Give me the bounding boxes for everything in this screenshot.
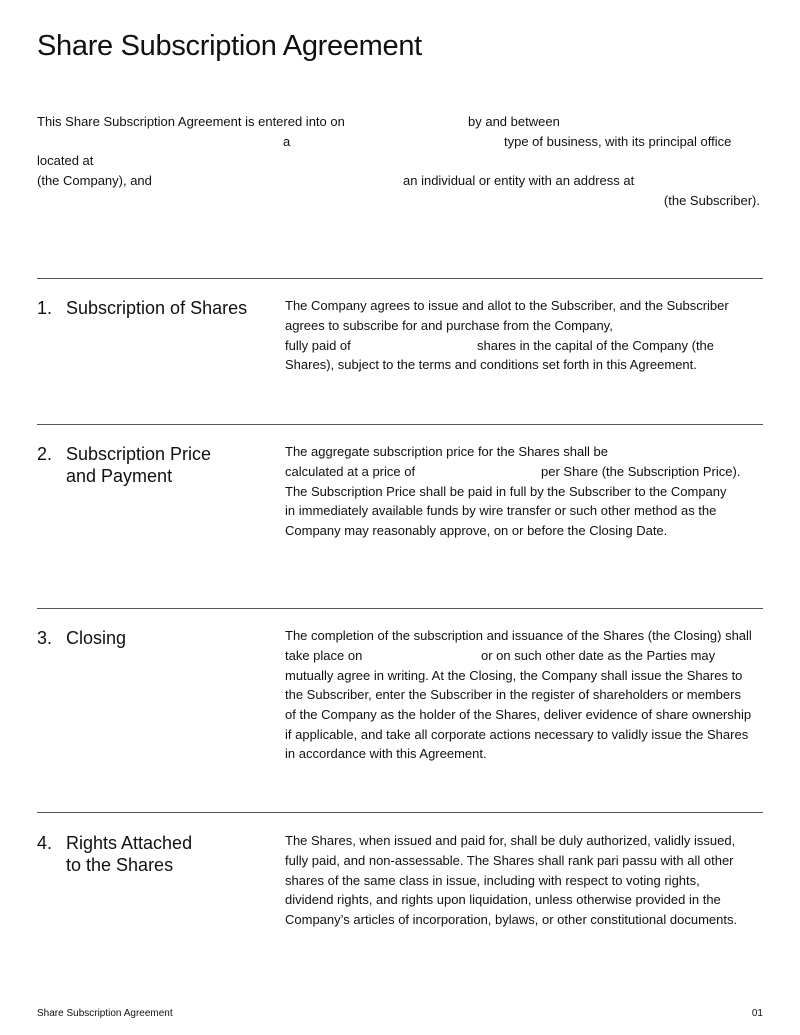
section-text: of the Company as the holder of the Shares, deliver evidence of share ownership <box>285 707 752 722</box>
section-number: 4. <box>37 833 53 853</box>
section-divider <box>37 608 763 609</box>
section-title: Closing <box>66 628 127 648</box>
section-title: Subscription Price <box>66 444 212 464</box>
section-divider <box>37 812 763 813</box>
section-text: Company’s articles of incorporation, bylaws, or other constitutional documents. <box>285 912 738 927</box>
section-number: 2. <box>37 444 53 464</box>
section-text: The completion of the subscription and issuance of the Shares (the Closing) shall <box>285 628 752 643</box>
intro-text: type of business, with its principal office <box>504 134 732 149</box>
section-text: The Subscription Price shall be paid in full by the Subscriber to the Company <box>285 484 727 499</box>
section-text: The Shares, when issued and paid for, shall be duly authorized, validly issued, <box>285 833 736 848</box>
intro-text: (the Subscriber). <box>663 193 760 208</box>
section-text: or on such other date as the Parties may <box>481 648 716 663</box>
intro-text: located at <box>37 153 94 168</box>
section-text: Company may reasonably approve, on or before the Closing Date. <box>285 523 668 538</box>
section-text: in immediately available funds by wire transfer or such other method as the <box>285 503 717 518</box>
section-text: The Company agrees to issue and allot to the Subscriber, and the Subscriber <box>285 298 729 313</box>
section-number: 3. <box>37 628 53 648</box>
section-text: dividend rights, and rights upon liquidation, unless otherwise provided in the <box>285 892 721 907</box>
section-divider <box>37 424 763 425</box>
intro-text: (the Company), and <box>37 173 152 188</box>
section-text: take place on <box>285 648 363 663</box>
section-divider <box>37 278 763 279</box>
section-text: agrees to subscribe for and purchase from the Company, <box>285 318 613 333</box>
section-text: shares in the capital of the Company (the <box>477 338 715 353</box>
section-text: if applicable, and take all corporate actions necessary to validly issue the Shares <box>285 727 749 742</box>
section-text: in accordance with this Agreement. <box>285 746 487 761</box>
section-text: the Subscriber, enter the Subscriber in the register of shareholders or members <box>285 687 741 702</box>
section-title: to the Shares <box>66 855 174 875</box>
intro-text: by and between <box>468 114 560 129</box>
section-text: shares of the same class in issue, including with respect to voting rights, <box>285 873 700 888</box>
section-text: fully paid, and non-assessable. The Shares shall rank pari passu with all other <box>285 853 734 868</box>
section-title: Rights Attached <box>66 833 193 853</box>
section-text: mutually agree in writing. At the Closing, the Company shall issue the Shares to <box>285 668 743 683</box>
section-text: fully paid of <box>285 338 351 353</box>
footer-title: Share Subscription Agreement <box>37 1008 173 1019</box>
intro-text: a <box>283 134 291 149</box>
page-title: Share Subscription Agreement <box>37 30 422 62</box>
section-text: per Share (the Subscription Price). <box>541 464 741 479</box>
section-number: 1. <box>37 298 53 318</box>
section-title: Subscription of Shares <box>66 298 248 318</box>
intro-text: This Share Subscription Agreement is entered into on <box>37 114 345 129</box>
intro-text: an individual or entity with an address at <box>403 173 635 188</box>
section-text: calculated at a price of <box>285 464 416 479</box>
page-number: 01 <box>751 1008 763 1019</box>
section-text: Shares), subject to the terms and conditions set forth in this Agreement. <box>285 357 697 372</box>
section-title: and Payment <box>66 466 173 486</box>
section-text: The aggregate subscription price for the Shares shall be <box>285 444 609 459</box>
